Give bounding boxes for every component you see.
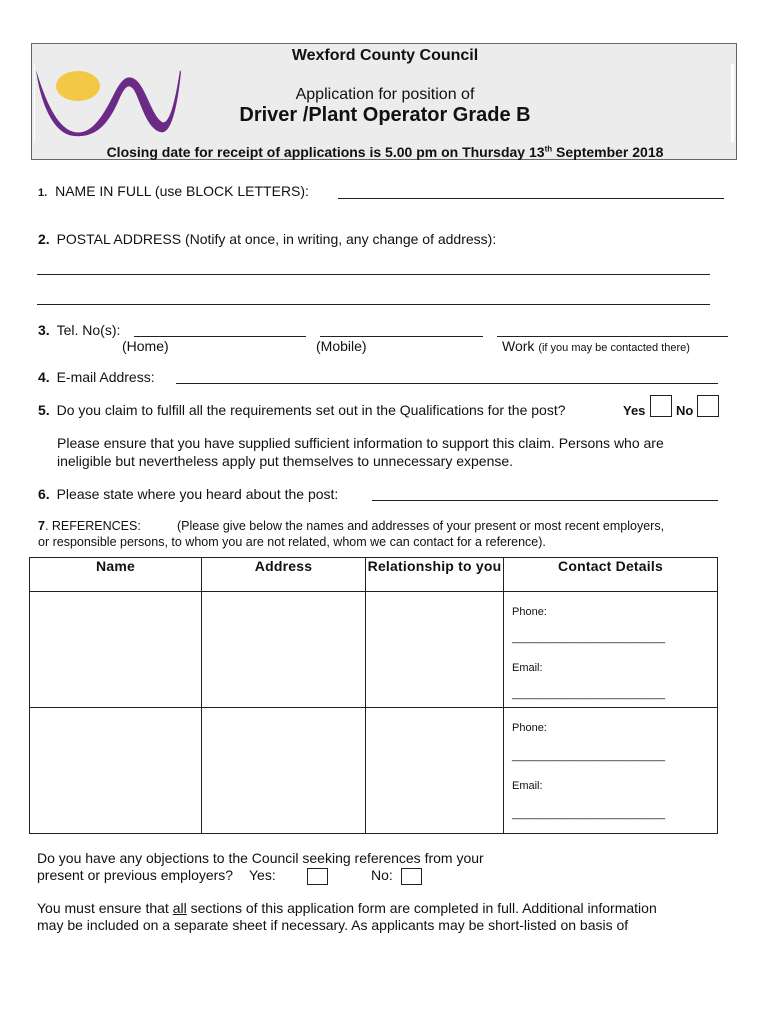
- objections-line-2: [37, 867, 276, 883]
- q5-yes-checkbox[interactable]: [650, 395, 672, 417]
- objections-no-label: No:: [371, 867, 393, 883]
- closing-date-sup: th: [544, 144, 553, 154]
- ref2-address-cell[interactable]: [202, 708, 366, 834]
- q4-number: 4.: [38, 369, 50, 385]
- q2-number: 2.: [38, 231, 50, 247]
- q7-label: [38, 519, 141, 533]
- footer-text-before: You must ensure that: [37, 900, 173, 916]
- footer-line-2: may be included on a separate sheet if necessary. As applicants may be short-listed on basis of: [37, 917, 629, 933]
- name-field[interactable]: [338, 198, 724, 199]
- q3-number: 3.: [38, 322, 50, 338]
- ref1-phone-label: Phone:: [512, 606, 547, 618]
- q1-number: 1.: [38, 187, 48, 199]
- q6-number: 6.: [38, 486, 50, 502]
- ref2-relationship-cell[interactable]: [366, 708, 504, 834]
- q5-number: 5.: [38, 402, 50, 418]
- address-line-2[interactable]: [37, 304, 710, 305]
- heard-about-field[interactable]: [372, 500, 718, 501]
- tel-home-label: (Home): [122, 338, 169, 354]
- header-contact: Contact Details: [504, 558, 718, 592]
- tel-mobile-field[interactable]: [320, 336, 483, 337]
- footer-underlined: all: [172, 900, 187, 916]
- q4-label: [38, 369, 155, 385]
- q7-text: . REFERENCES:: [44, 519, 141, 533]
- header-address: Address: [202, 558, 366, 592]
- q2-text: POSTAL ADDRESS (Notify at once, in writing, any change of address):: [56, 231, 497, 247]
- q3-text: Tel. No(s):: [56, 322, 121, 338]
- table-row: [30, 592, 718, 708]
- q5-no-label: No: [676, 403, 694, 418]
- ref2-email-line[interactable]: _________________________: [512, 808, 665, 820]
- q6-text: Please state where you heard about the post:: [56, 486, 339, 502]
- ref1-relationship-cell[interactable]: [366, 592, 504, 708]
- ref1-phone-line[interactable]: _________________________: [512, 632, 665, 644]
- ref1-address-cell[interactable]: [202, 592, 366, 708]
- references-table: [29, 557, 718, 834]
- closing-date-text: Closing date for receipt of applications is 5.00 pm on Thursday 13: [106, 144, 545, 160]
- q7-note-line-1: (Please give below the names and addresses of your present or most recent employers,: [177, 519, 665, 533]
- footer-text-after: sections of this application form are completed in full. Additional information: [186, 900, 657, 916]
- tel-work-text: Work: [502, 338, 535, 354]
- q5-label: [38, 402, 566, 418]
- ref2-phone-line[interactable]: _________________________: [512, 750, 665, 762]
- organisation-name: Wexford County Council: [291, 47, 479, 64]
- q5-note-line-2: ineligible but nevertheless apply put themselves to unnecessary expense.: [57, 453, 514, 469]
- objections-yes-label: Yes:: [249, 867, 276, 883]
- ref2-email-label: Email:: [512, 780, 543, 792]
- q2-label: [38, 231, 496, 247]
- objections-question: present or previous employers?: [37, 867, 234, 883]
- q6-label: [38, 486, 338, 502]
- ref1-name-cell[interactable]: [30, 592, 202, 708]
- ref2-contact-cell[interactable]: [504, 708, 718, 834]
- tel-mobile-label: (Mobile): [316, 338, 367, 354]
- q5-yes-label: Yes: [623, 403, 646, 418]
- address-line-1[interactable]: [37, 274, 710, 275]
- application-for-label: Application for position of: [295, 86, 475, 103]
- ref1-email-label: Email:: [512, 662, 543, 674]
- tel-work-field[interactable]: [497, 336, 728, 337]
- closing-date-suffix: September 2018: [552, 144, 664, 160]
- tel-home-field[interactable]: [134, 336, 306, 337]
- objections-yes-checkbox[interactable]: [307, 868, 328, 885]
- header-name: Name: [30, 558, 202, 592]
- ref1-email-line[interactable]: _________________________: [512, 688, 665, 700]
- footer-line-1: [37, 900, 657, 916]
- tel-work-note: (if you may be contacted there): [538, 342, 690, 354]
- objections-line-1: Do you have any objections to the Council seeking references from your: [37, 850, 484, 866]
- q5-text: Do you claim to fulfill all the requirements set out in the Qualifications for the post?: [56, 402, 566, 418]
- position-title: Driver /Plant Operator Grade B: [239, 104, 531, 126]
- tel-work-label: [502, 338, 690, 354]
- q5-note-line-1: Please ensure that you have supplied sufficient information to support this claim. Persons who are: [57, 435, 664, 451]
- email-field[interactable]: [176, 383, 718, 384]
- objections-no-checkbox[interactable]: [401, 868, 422, 885]
- q1-text: NAME IN FULL (use BLOCK LETTERS):: [55, 183, 309, 199]
- header-relationship: Relationship to you: [366, 558, 504, 592]
- q7-note-line-2: or responsible persons, to whom you are not related, whom we can contact for a reference).: [38, 535, 546, 549]
- q3-label: [38, 322, 120, 338]
- q4-text: E-mail Address:: [56, 369, 155, 385]
- q7-number: 7: [38, 519, 45, 533]
- ref2-name-cell[interactable]: [30, 708, 202, 834]
- table-row: [30, 708, 718, 834]
- table-header-row: [30, 558, 718, 592]
- ref2-phone-label: Phone:: [512, 722, 547, 734]
- q5-no-checkbox[interactable]: [697, 395, 719, 417]
- closing-date: [0, 144, 770, 160]
- ref1-contact-cell[interactable]: [504, 592, 718, 708]
- q1-label: [38, 183, 309, 199]
